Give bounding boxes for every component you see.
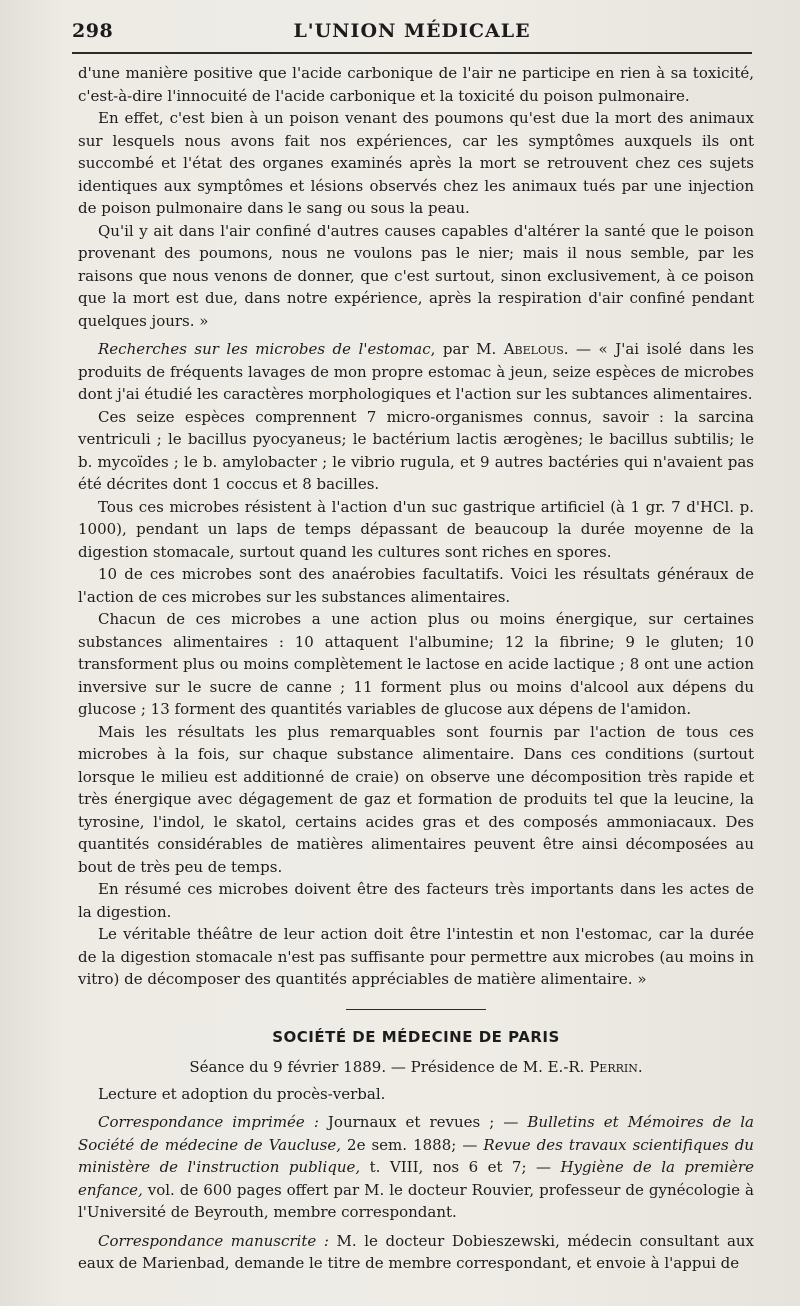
section-divider [346,1009,486,1010]
paragraph: 10 de ces microbes sont des anaérobies facultatifs. Voici les résultats généraux de l'action de ces microbes sur les substances alimentaires. [78,565,754,606]
author-name: Abelous [503,340,564,358]
manuscript-label: Correspondance manuscrite : [98,1231,329,1250]
session-end: . [637,1058,643,1076]
printed-text: 2e sem. 1888; — [340,1135,484,1154]
paragraph: Mais les résultats les plus remarquables sont fournis par l'action de tous ces microbes à la fois, sur chaque substance alimentaire. Dans ces conditions (surtout lorsque le milieu est additionné de craie) on observe une décomposition très rapide et très énergique avec dégagement de gaz et formation de produits tel que la leucine, la tyrosine, l'indol, le skatol, certains acides gras et des composés ammoniacaux. Des quantités considérables de matières alimentaires peuvent être ainsi décomposées au bout de très peu de temps. [78,722,754,876]
running-title: L'UNION MÉDICALE [293,20,531,42]
session-line [78,1056,754,1079]
article-body [78,62,754,1275]
manuscript-text: M. le docteur Dobieszewski, médecin consultant aux eaux de Marienbad, demande le titre de membre correspondant, et envoie à l'appui de [78,1231,755,1272]
paragraph-abelous [78,338,754,406]
printed-text: Journaux et revues ; — [318,1113,528,1131]
printed-text: t. VIII, nos 6 et 7; — [360,1158,561,1176]
president-name: Perrin [589,1058,638,1076]
page-header [72,14,752,54]
section-heading: SOCIÉTÉ DE MÉDECINE DE PARIS [272,1027,560,1046]
paragraph: Le véritable théâtre de leur action doit être l'intestin et non l'estomac, car la durée de la digestion stomacale n'est pas suffisante pour permettre aux microbes (au moins in vitro) de décomposer des quantités appréciables de matière alimentaire. » [78,925,754,988]
article-title: Recherches sur les microbes de l'estomac [98,340,431,358]
printed-text: vol. de 600 pages offert par M. le docteur Rouvier, professeur de gynécologie à l'Université de Beyrouth, membre correspondant. [78,1180,754,1221]
paragraph: Tous ces microbes résistent à l'action d'un suc gastrique artificiel (à 1 gr. 7 d'HCl. p. 1000), pendant un laps de temps dépassant de beaucoup la durée moyenne de la digestion stomacale, surtout quand les cultures sont riches en spores. [78,497,754,561]
printed-title: Hygiène de la première enfance, [78,1158,754,1199]
paragraph: Ces seize espèces comprennent 7 micro-organismes connus, savoir : la sarcina ventriculi ; le bacillus pyocyaneus; le bactérium lactis ærogènes; le bacillus subtilis; le b. mycoïdes ; le b. amylobacter ; le vibrio rugula, et 9 autres bactéries qui n'avaient pas été décrites dont 1 coccus et 8 bacilles. [78,407,754,493]
printed-title: Bulletins et Mémoires de la Société de médecine de Vaucluse, [78,1113,755,1154]
paragraph: En effet, c'est bien à un poison venant des poumons qu'est due la mort des animaux sur lesquels nous avons fait nos expériences, car les symptômes auxquels ils ont succombé et l'état des organes examinés après la mort se retrouvent chez ces sujets identiques aux symptômes et lésions observés chez les animaux tués par une injection de poison pulmonaire dans le sang ou sous la peau. [78,109,754,217]
printed-label: Correspondance imprimée : [98,1113,319,1131]
session-lead: Séance du 9 février 1889. — Présidence de M. E.-R. [189,1058,590,1076]
minutes-line: Lecture et adoption du procès-verbal. [98,1084,386,1103]
paragraph: En résumé ces microbes doivent être des facteurs très importants dans les actes de la digestion. [78,880,754,921]
printed-correspondence [78,1111,754,1224]
author-lead: , par M. [430,340,504,358]
page-number: 298 [72,20,114,42]
paragraph: Chacun de ces microbes a une action plus ou moins énergique, sur certaines substances alimentaires : 10 attaquent l'albumine; 12 la fibrine; 9 le gluten; 10 transforment plus ou moins complètement le lactose en acide lactique ; 8 ont une action inversive sur le sucre de canne ; 11 forment plus ou moins d'alcool aux dépens du glucose ; 13 forment des quantités variables de glucose aux dépens de l'amidon. [78,610,754,718]
paragraph: Qu'il y ait dans l'air confiné d'autres causes capables d'altérer la santé que le poison provenant des poumons, nous ne voulons pas le nier; mais il nous semble, par les raisons que nous venons de donner, que c'est surtout, sinon exclusivement, à ce poison que la mort est due, dans notre expérience, après la respiration d'air confiné pendant quelques jours. » [78,221,754,330]
header-rule [72,52,752,54]
printed-title: Revue des travaux scientifiques du ministère de l'instruction publique, [78,1135,754,1176]
manuscript-correspondence [78,1230,754,1275]
paragraph-text: . — « J'ai isolé dans les produits de fréquents lavages de mon propre estomac à jeun, seize espèces de microbes dont j'ai étudié les caractères morphologiques et l'action sur les subtances alimentaires. [78,340,755,403]
paragraph: d'une manière positive que l'acide carbonique de l'air ne participe en rien à sa toxicité, c'est-à-dire l'innocuité de l'acide carbonique et la toxicité du poison pulmonaire. [78,64,754,105]
